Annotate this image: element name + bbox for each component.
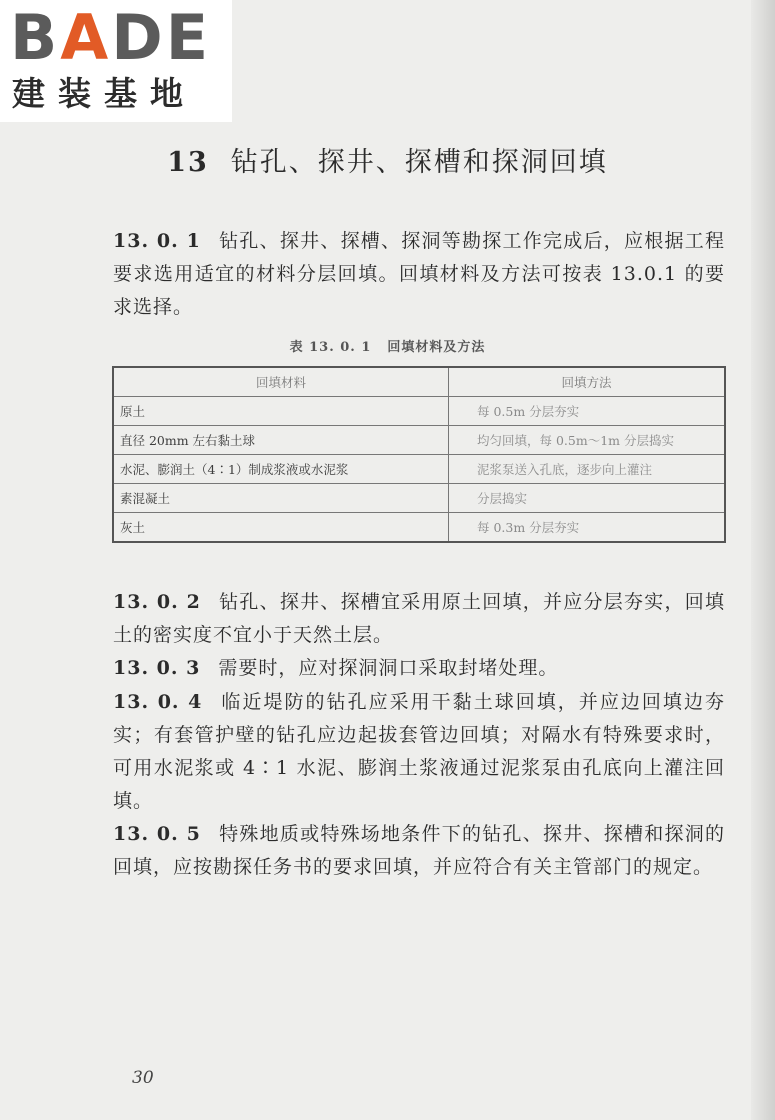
table-header-row xyxy=(113,367,725,397)
table-title: 回填材料及方法 xyxy=(387,340,486,355)
clause-number: 13. 0. 5 xyxy=(113,823,201,845)
clause-text: 临近堤防的钻孔应采用干黏土球回填，并应边回填边夯实；有套管护壁的钻孔应边起拔套管边回填；对隔水有特殊要求时，可用水泥浆或 4∶1 水泥、膨润土浆液通过泥浆泵由孔底向上灌注回填。 xyxy=(113,691,725,812)
method-cell: 泥浆泵送入孔底，逐步向上灌注 xyxy=(449,455,726,484)
logo-subtitle: 建装基地 xyxy=(12,74,196,113)
backfill-table xyxy=(112,366,726,543)
chapter-number: 13 xyxy=(167,147,209,178)
method-cell: 每 0.5m 分层夯实 xyxy=(449,397,726,426)
page-number: 30 xyxy=(132,1068,154,1088)
clause-13-0-5 xyxy=(113,818,725,884)
clause-number: 13. 0. 2 xyxy=(113,591,201,613)
header-material: 回填材料 xyxy=(113,367,449,397)
logo-wordmark: BADE xyxy=(10,1,212,74)
header-method: 回填方法 xyxy=(449,367,726,397)
clause-text: 钻孔、探井、探槽、探洞等勘探工作完成后，应根据工程要求选用适宜的材料分层回填。回填材料及方法可按表 13.0.1 的要求选择。 xyxy=(113,230,725,318)
clause-13-0-1 xyxy=(113,225,725,324)
method-cell: 均匀回填，每 0.5m～1m 分层捣实 xyxy=(449,426,726,455)
clause-text: 钻孔、探井、探槽宜采用原土回填，并应分层夯实，回填土的密实度不宜小于天然土层。 xyxy=(113,591,725,646)
clause-number: 13. 0. 3 xyxy=(113,657,201,679)
table-row xyxy=(113,484,725,513)
chapter-title xyxy=(0,140,775,179)
clause-number: 13. 0. 4 xyxy=(113,691,203,713)
method-cell: 分层捣实 xyxy=(449,484,726,513)
table-row xyxy=(113,513,725,543)
table-number: 表 13. 0. 1 xyxy=(289,340,372,355)
table-caption xyxy=(0,336,775,355)
clause-text: 特殊地质或特殊场地条件下的钻孔、探井、探槽和探洞的回填，应按勘探任务书的要求回填，并应符合有关主管部门的规定。 xyxy=(113,823,725,878)
material-cell: 素混凝土 xyxy=(113,484,449,513)
table-row xyxy=(113,397,725,426)
clause-text: 需要时，应对探洞洞口采取封堵处理。 xyxy=(218,657,559,679)
material-cell: 直径 20mm 左右黏土球 xyxy=(113,426,449,455)
table-row xyxy=(113,455,725,484)
material-cell: 灰土 xyxy=(113,513,449,543)
material-cell: 水泥、膨润土（4∶1）制成浆液或水泥浆 xyxy=(113,455,449,484)
clause-number: 13. 0. 1 xyxy=(113,230,201,252)
chapter-title-text: 钻孔、探井、探槽和探洞回填 xyxy=(230,147,608,178)
bade-logo xyxy=(0,0,232,122)
clause-13-0-3 xyxy=(113,652,725,685)
material-cell: 原土 xyxy=(113,397,449,426)
clause-13-0-2 xyxy=(113,586,725,652)
method-cell: 每 0.3m 分层夯实 xyxy=(449,513,726,543)
table-row xyxy=(113,426,725,455)
clause-13-0-4 xyxy=(113,686,725,818)
